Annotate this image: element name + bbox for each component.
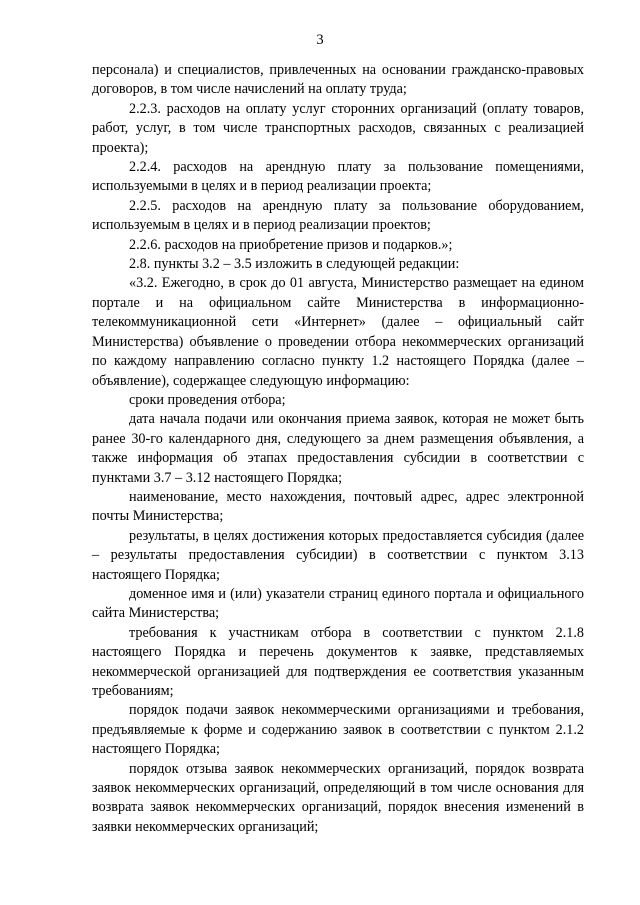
paragraph: наименование, место нахождения, почтовый адрес, адрес электронной почты Министерства; [92, 488, 584, 525]
document-body [92, 61, 584, 837]
paragraph: 2.2.3. расходов на оплату услуг сторонних организаций (оплату товаров, работ, услуг, в том числе транспортных расходов, связанных с реализацией проекта); [92, 100, 584, 156]
paragraph: порядок подачи заявок некоммерческими организациями и требования, предъявляемые к форме и содержанию заявок в соответствии с пунктом 2.1.2 настоящего Порядка; [92, 702, 584, 758]
paragraph: 2.2.4. расходов на арендную плату за пользование помещениями, используемыми в целях и в период реализации проекта; [92, 159, 584, 195]
paragraph: 2.2.6. расходов на приобретение призов и подарков.»; [129, 236, 453, 253]
paragraph: сроки проведения отбора; [129, 391, 286, 408]
page-number: 3 [316, 32, 324, 48]
paragraph: дата начала подачи или окончания приема заявок, которая не может быть ранее 30-го календарного дня, следующего за днем размещения объявления, а также информация об этапах предоставления субсидии в соответствии с пунктами 3.7 – 3.12 настоящего Порядка; [92, 411, 584, 486]
paragraph: 2.8. пункты 3.2 – 3.5 изложить в следующей редакции: [129, 256, 460, 273]
paragraph: персонала) и специалистов, привлеченных на основании гражданско-правовых договоров, в том числе начислений на оплату труда; [92, 62, 584, 98]
paragraph: порядок отзыва заявок некоммерческих организаций, порядок возврата заявок некоммерческих организаций, определяющий в том числе основания для возврата заявок некоммерческих организаций, порядок внесения изменений в заявки некоммерческих организаций; [92, 760, 584, 835]
paragraph: «3.2. Ежегодно, в срок до 01 августа, Министерство размещает на едином портале и на официальном сайте Министерства в информационно-телекоммуникационной сети «Интернет» (далее – официальный сайт Министерства) объявление о проведении отбора некоммерческих организаций по каждому направлению согласно пункту 1.2 настоящего Порядка (далее – объявление), содержащее следующую информацию: [92, 275, 584, 389]
paragraph: 2.2.5. расходов на арендную плату за пользование оборудованием, используемым в целях и в период реализации проектов; [92, 197, 584, 234]
paragraph: доменное имя и (или) указатели страниц единого портала и официального сайта Министерства; [92, 585, 584, 622]
paragraph: результаты, в целях достижения которых предоставляется субсидия (далее – результаты предоставления субсидии) в соответствии с пунктом 3.13 настоящего Порядка; [92, 527, 584, 583]
paragraph: требования к участникам отбора в соответствии с пунктом 2.1.8 настоящего Порядка и перечень документов к заявке, представляемых некоммерческой организацией для подтверждения ее соответствия указанным требованиям; [92, 624, 584, 699]
